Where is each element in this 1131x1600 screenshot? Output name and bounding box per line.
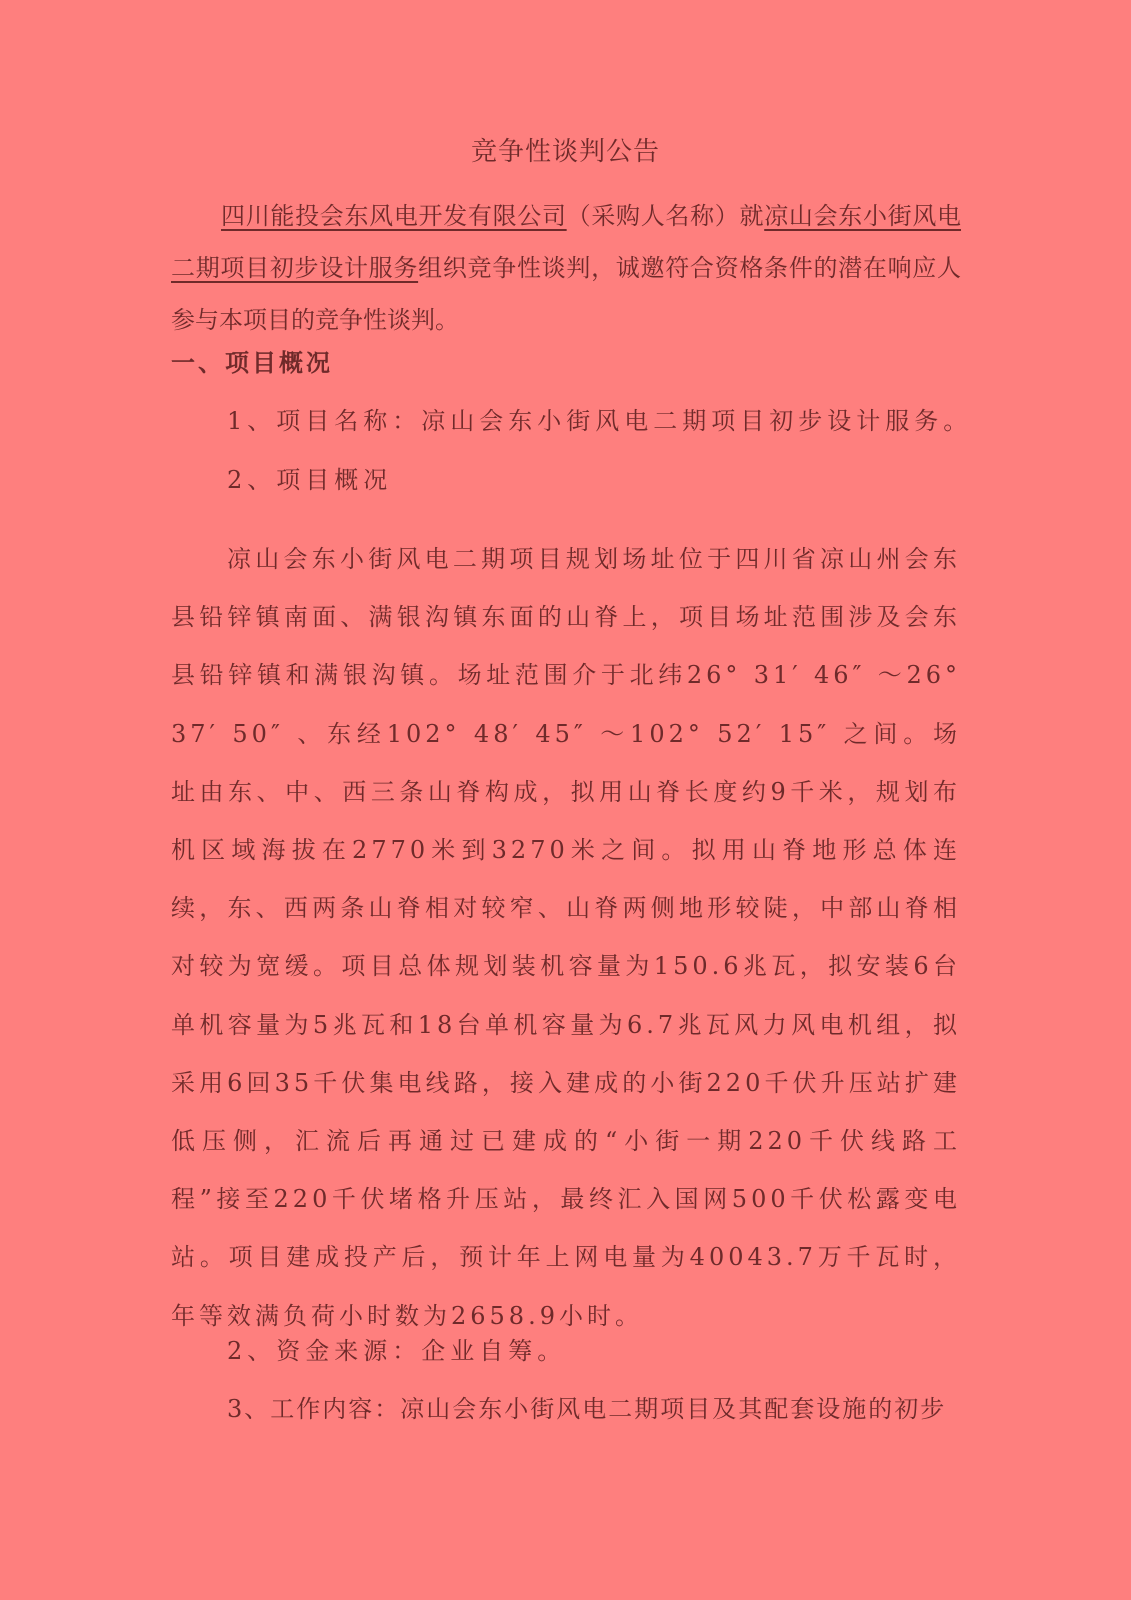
item-project-name: 1、项目名称：凉山会东小街风电二期项目初步设计服务。 [227,407,973,435]
item-work-content: 3、工作内容：凉山会东小街风电二期项目及其配套设施的初步 [227,1395,947,1423]
project-name-underlined: 凉山会东小街风电二期项目初步设计服务 [171,202,962,282]
intro-text: 组织竞争性谈判，诚邀符合资格条件的潜在响应人参与本项目的竞争性谈判。 [171,254,962,334]
purchaser-name: 四川能投会东风电开发有限公司 [221,202,567,230]
overview-paragraph: 凉山会东小街风电二期项目规划场址位于四川省凉山州会东县铅锌镇南面、满银沟镇东面的山脊上，项目场址范围涉及会东县铅锌镇和满银沟镇。场址范围介于北纬26° 31′ 46″ ～26° 37′ 50″ 、东经102° 48′ 45″ ～102° 52′ 15″ 之间。场址由东、中、西三条山脊构成，拟用山脊长度约9千米，规划布机区域海拔在2770米到3270米之间。拟用山脊地形总体连续，东、西两条山脊相对较窄、山脊两侧地形较陡，中部山脊相对较为宽缓。项目总体规划装机容量为150.6兆瓦，拟安装6台单机容量为5兆瓦和18台单机容量为6.7兆瓦风力风电机组，拟采用6回35千伏集电线路，接入建成的小街220千伏升压站扩建低压侧，汇流后再通过已建成的“小街一期220千伏线路工程”接至220千伏堵格升压站，最终汇入国网500千伏松露变电站。项目建成投产后，预计年上网电量为40043.7万千瓦时，年等效满负荷小时数为2658.9小时。 [171,545,961,1330]
intro-paragraph [171,190,961,346]
item-funding-source: 2、资金来源：企业自筹。 [227,1337,567,1365]
section-heading-project-overview: 一、项目概况 [171,348,333,377]
item-overview-heading: 2、项目概况 [227,466,393,494]
purchaser-note: （采购人名称）就 [566,202,765,230]
document-title: 竞争性谈判公告 [470,137,660,167]
